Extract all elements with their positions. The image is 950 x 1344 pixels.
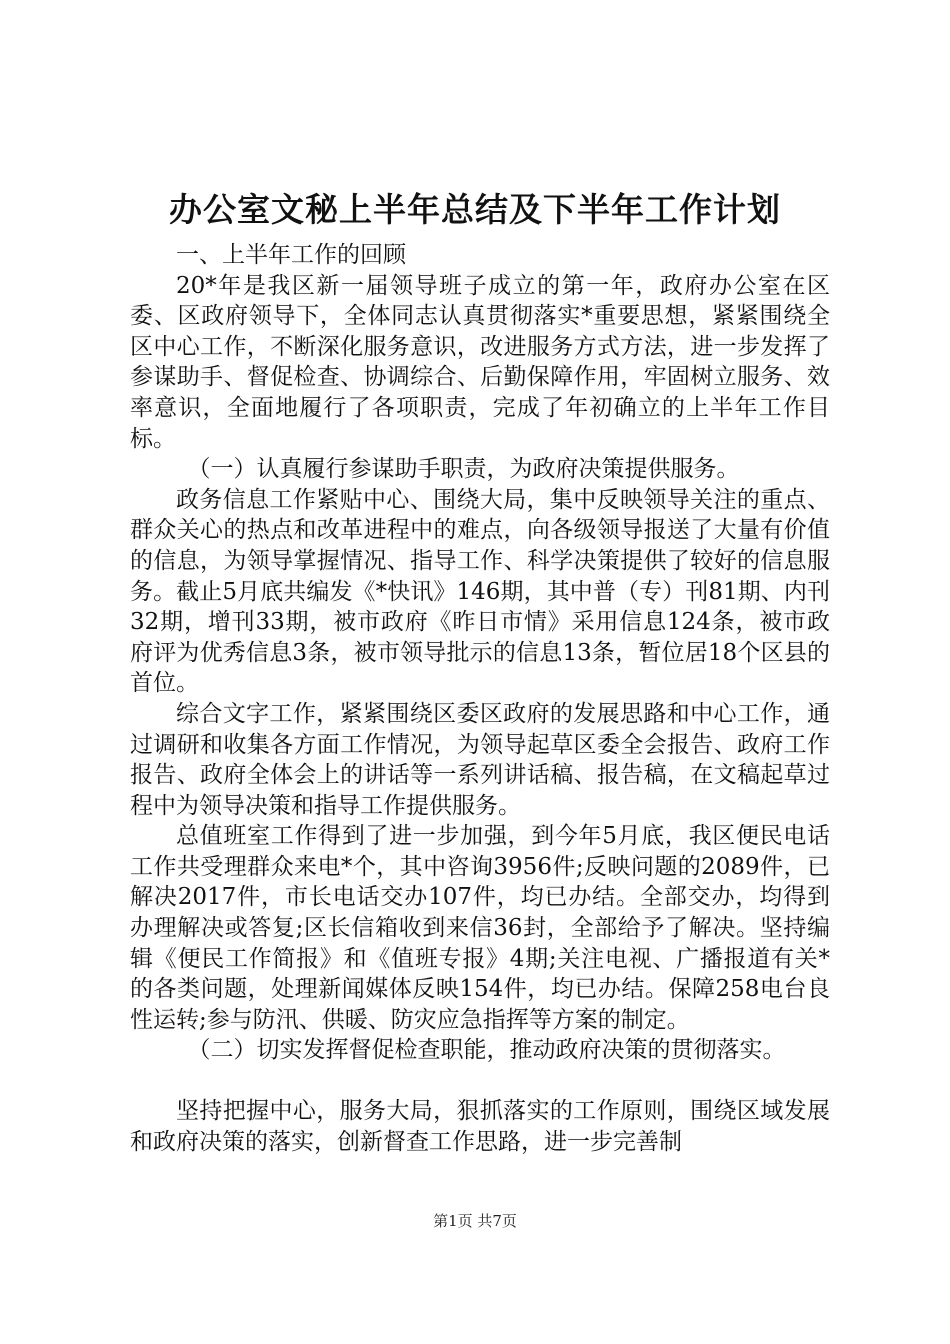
subsection-heading: （二）切实发挥督促检查职能，推动政府决策的贯彻落实。 — [187, 1037, 786, 1064]
subsection-heading: （一）认真履行参谋助手职责，为政府决策提供服务。 — [187, 456, 740, 483]
document-body — [130, 240, 830, 1157]
paragraph-gap — [130, 1066, 830, 1096]
body-paragraph: 综合文字工作，紧紧围绕区委区政府的发展思路和中心工作，通过调研和收集各方面工作情况，为领导起草区委全会报告、政府工作报告、政府全体会上的讲话等一系列讲话稿、报告稿，在文稿起草过程中为领导决策和指导工作提供服务。 — [130, 700, 830, 819]
section-heading: 一、上半年工作的回顾 — [176, 242, 406, 268]
body-paragraph: 政务信息工作紧贴中心、围绕大局，集中反映领导关注的重点、群众关心的热点和改革进程中的难点，向各级领导报送了大量有价值的信息，为领导掌握情况、指导工作、科学决策提供了较好的信息服务。截止5月底共编发《*快讯》146期，其中普（专）刊81期、内刊32期，增刊33期，被市政府《昨日市情》采用信息124条，被市政府评为优秀信息3条，被市领导批示的信息13条，暂位居18个区县的首位。 — [130, 486, 830, 697]
body-paragraph: 20*年是我区新一届领导班子成立的第一年，政府办公室在区委、区政府领导下，全体同志认真贯彻落实*重要思想，紧紧围绕全区中心工作，不断深化服务意识，改进服务方式方法，进一步发挥了参谋助手、督促检查、协调综合、后勤保障作用，牢固树立服务、效率意识，全面地履行了各项职责，完成了年初确立的上半年工作目标。 — [130, 272, 830, 452]
page-footer: 第1页 共7页 — [433, 1212, 517, 1230]
body-paragraph: 坚持把握中心，服务大局，狠抓落实的工作原则，围绕区域发展和政府决策的落实，创新督查工作思路，进一步完善制 — [130, 1098, 830, 1155]
document-title: 办公室文秘上半年总结及下半年工作计划 — [169, 190, 781, 229]
body-paragraph: 总值班室工作得到了进一步加强，到今年5月底，我区便民电话工作共受理群众来电*个，其中咨询3956件;反映问题的2089件，已解决2017件，市长电话交办107件，均已办结。全部交办，均得到办理解决或答复;区长信箱收到来信36封，全部给予了解决。坚持编辑《便民工作简报》和《值班专报》4期;关注电视、广播报道有关*的各类问题，处理新闻媒体反映154件，均已办结。保障258电台良性运转;参与防汛、供暖、防灾应急指挥等方案的制定。 — [130, 823, 830, 1033]
